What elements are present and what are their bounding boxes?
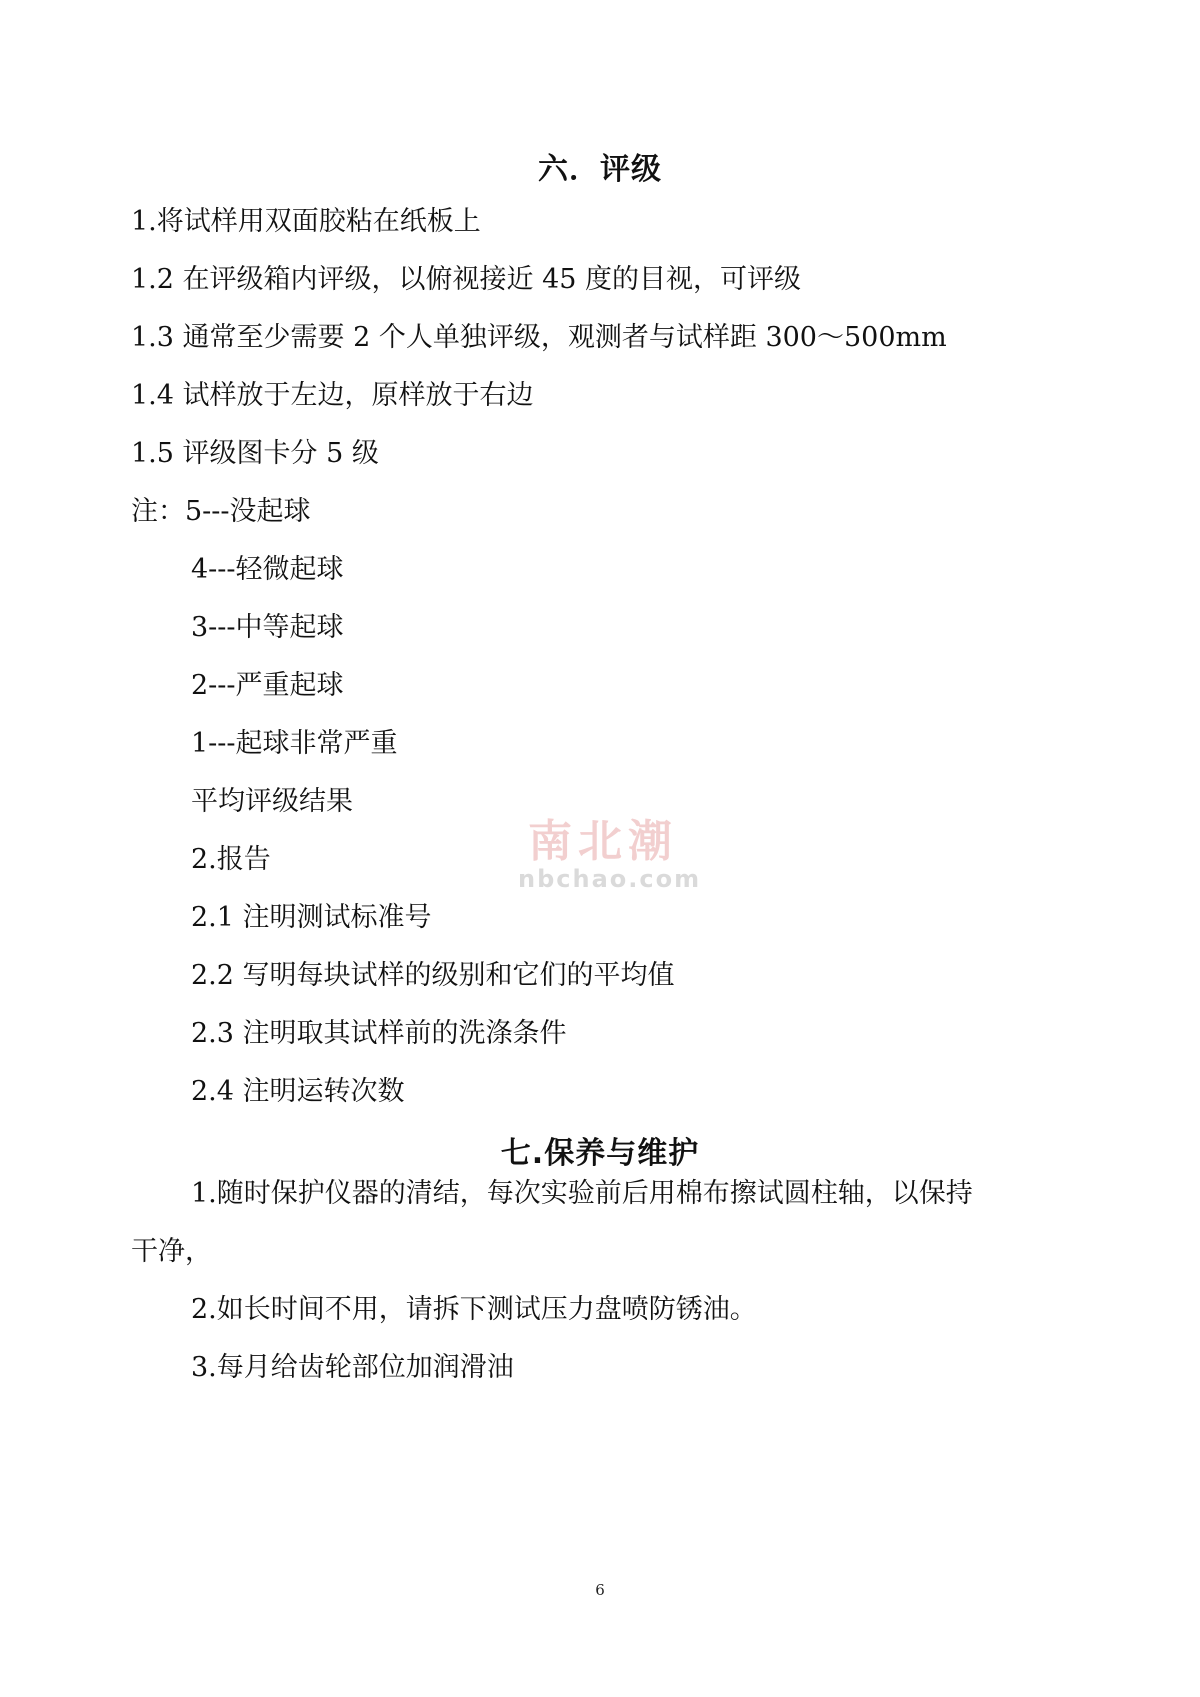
section-6-line-3: 1.3 通常至少需要 2 个人单独评级，观测者与试样距 300～500mm [131, 322, 947, 353]
maintenance-item-1-continued: 干净， [131, 1236, 212, 1267]
note-grade-4: 4---轻微起球 [191, 554, 344, 585]
watermark-latin: nbchao.com [518, 865, 702, 893]
watermark-chinese: 南北潮 [528, 816, 678, 867]
watermark [518, 816, 702, 893]
page-number: 6 [595, 1581, 605, 1599]
report-line-1: 2.1 注明测试标准号 [191, 902, 432, 933]
section-6-line-5: 1.5 评级图卡分 5 级 [131, 438, 379, 469]
report-line-4: 2.4 注明运转次数 [191, 1076, 405, 1107]
report-line-3: 2.3 注明取其试样前的洗涤条件 [191, 1018, 567, 1049]
section-7-heading: 七.保养与维护 [500, 1136, 700, 1171]
note-grade-5: 注：5---没起球 [131, 496, 311, 527]
note-grade-3: 3---中等起球 [191, 612, 344, 643]
average-result: 平均评级结果 [191, 786, 353, 817]
section-6-line-2: 1.2 在评级箱内评级，以俯视接近 45 度的目视，可评级 [131, 264, 802, 295]
report-line-2: 2.2 写明每块试样的级别和它们的平均值 [191, 960, 675, 991]
note-grade-2: 2---严重起球 [191, 670, 344, 701]
maintenance-item-3: 3.每月给齿轮部位加润滑油 [191, 1352, 514, 1383]
note-grade-1: 1---起球非常严重 [191, 728, 398, 759]
maintenance-item-1: 1.随时保护仪器的清结，每次实验前后用棉布擦试圆柱轴，以保持 [191, 1178, 973, 1209]
report-heading: 2.报告 [191, 844, 271, 875]
section-6-line-1: 1.将试样用双面胶粘在纸板上 [131, 206, 481, 237]
section-6-line-4: 1.4 试样放于左边，原样放于右边 [131, 380, 534, 411]
maintenance-item-2: 2.如长时间不用，请拆下测试压力盘喷防锈油。 [191, 1294, 757, 1325]
section-6-heading: 六．评级 [538, 152, 662, 187]
